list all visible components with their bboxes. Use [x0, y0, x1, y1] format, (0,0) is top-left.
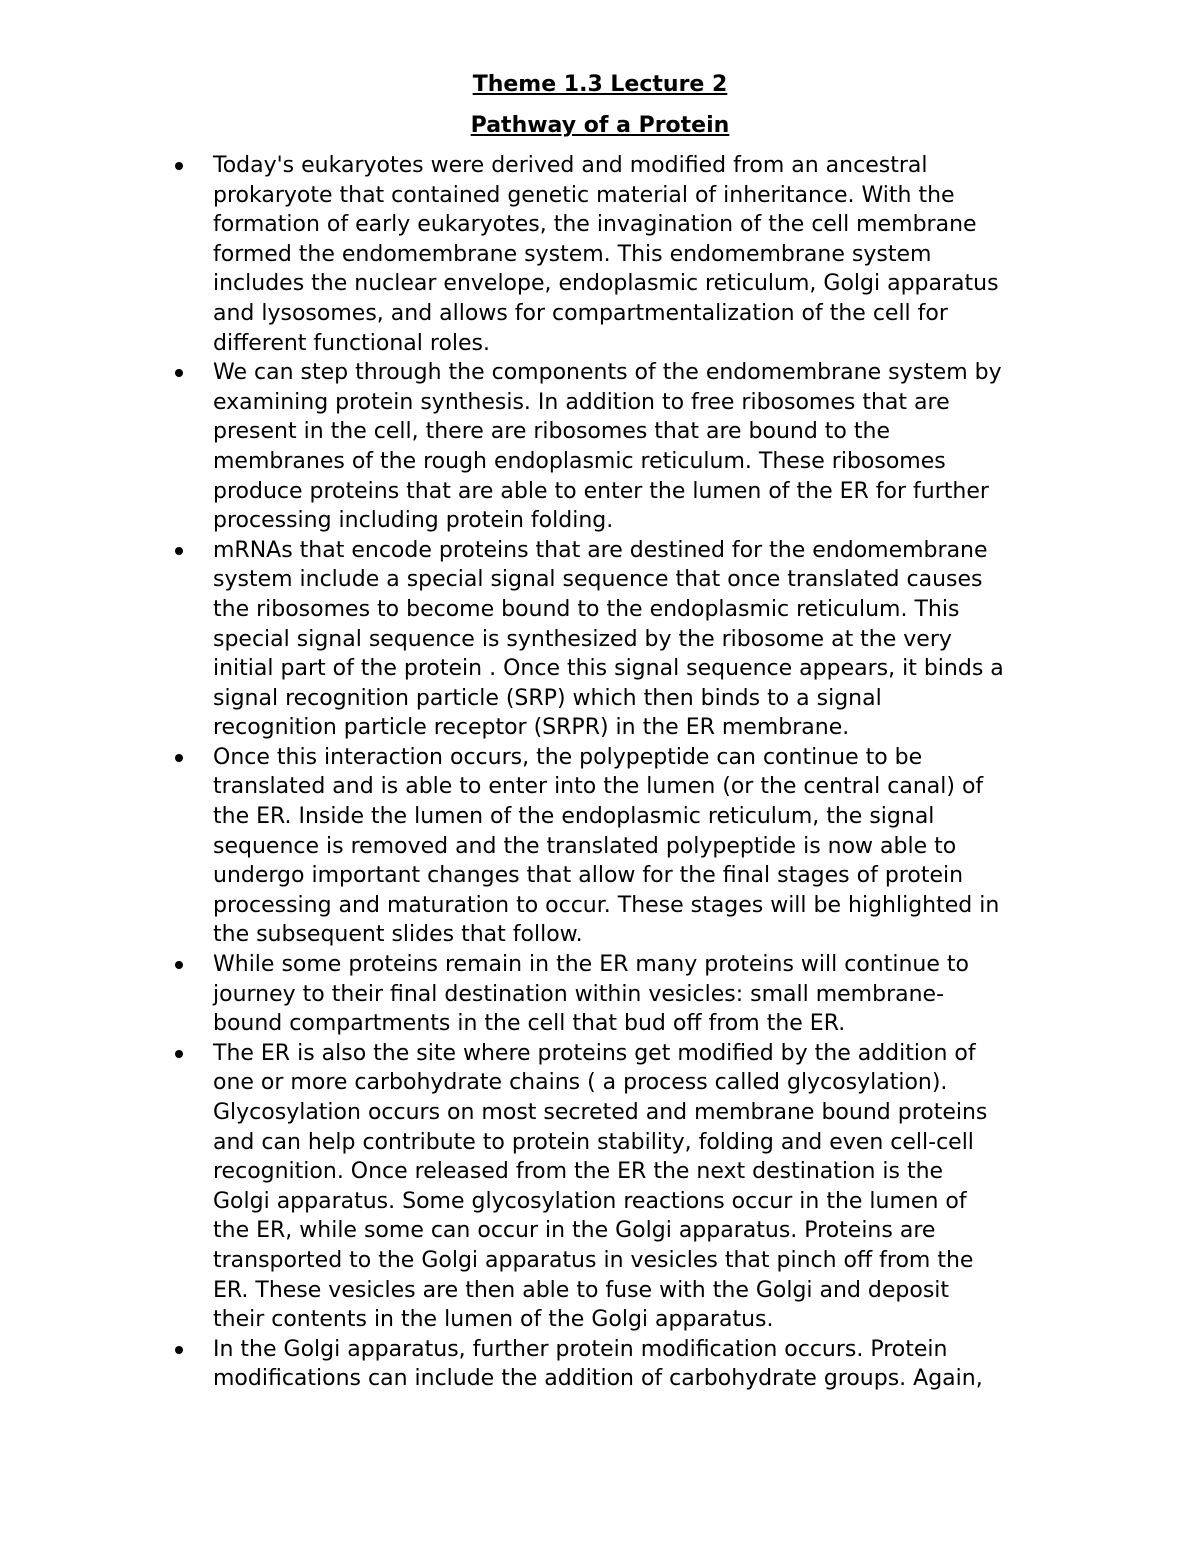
bullet-text-line: While some proteins remain in the ER many proteins will continue to	[213, 952, 969, 978]
bullet-text-line: recognition particle receptor (SRPR) in the ER membrane.	[213, 715, 850, 741]
bullet-text-line: one or more carbohydrate chains ( a process called glycosylation).	[213, 1070, 948, 1096]
bullet-item	[213, 536, 1093, 743]
bullet-text-line: and lysosomes, and allows for compartmentalization of the cell for	[213, 300, 948, 326]
bullet-text-line: their contents in the lumen of the Golgi apparatus.	[213, 1307, 774, 1333]
bullet-dot-icon	[175, 1346, 183, 1354]
bullet-text-line: The ER is also the site where proteins get modified by the addition of	[213, 1040, 976, 1066]
bullet-text-line: system include a special signal sequence that once translated causes	[213, 567, 983, 593]
bullet-text-line: transported to the Golgi apparatus in vesicles that pinch off from the	[213, 1247, 974, 1273]
bullet-text-line: different functional roles.	[213, 330, 491, 356]
bullet-text-line: and can help contribute to protein stability, folding and even cell-cell	[213, 1129, 974, 1155]
bullet-text-line: the ER. Inside the lumen of the endoplasmic reticulum, the signal	[213, 804, 935, 830]
bullet-text-line: modifications can include the addition of carbohydrate groups. Again,	[213, 1366, 983, 1392]
bullet-text-line: sequence is removed and the translated polypeptide is now able to	[213, 833, 957, 859]
bullet-text-line: the ribosomes to become bound to the endoplasmic reticulum. This	[213, 596, 960, 622]
bullet-text-line: prokaryote that contained genetic material of inheritance. With the	[213, 182, 955, 208]
bullet-text-line: journey to their final destination within vesicles: small membrane-	[213, 981, 945, 1007]
bullet-text-line: formation of early eukaryotes, the invagination of the cell membrane	[213, 212, 977, 238]
bullet-dot-icon	[175, 754, 183, 762]
bullet-text-line: examining protein synthesis. In addition to free ribosomes that are	[213, 389, 950, 415]
bullet-text-line: special signal sequence is synthesized by the ribosome at the very	[213, 626, 952, 652]
bullet-text-line: mRNAs that encode proteins that are destined for the endomembrane	[213, 537, 988, 563]
bullet-text-line: the ER, while some can occur in the Golgi apparatus. Proteins are	[213, 1218, 936, 1244]
bullet-text-line: translated and is able to enter into the lumen (or the central canal) of	[213, 774, 984, 800]
bullet-text-line: produce proteins that are able to enter the lumen of the ER for further	[213, 478, 989, 504]
bullet-list	[213, 151, 1093, 1394]
bullet-text-line: Glycosylation occurs on most secreted and membrane bound proteins	[213, 1100, 988, 1125]
bullet-text-line: recognition. Once released from the ER the next destination is the	[213, 1159, 944, 1185]
bullet-text-line: Today's eukaryotes were derived and modified from an ancestral	[213, 153, 928, 178]
bullet-text-line: Once this interaction occurs, the polypeptide can continue to be	[213, 744, 923, 770]
bullet-item	[213, 743, 1093, 950]
bullet-text-line: Golgi apparatus. Some glycosylation reactions occur in the lumen of	[213, 1188, 967, 1214]
bullet-text-line: formed the endomembrane system. This endomembrane system	[213, 241, 932, 267]
bullet-dot-icon	[175, 162, 183, 170]
document-subtitle: Pathway of a Protein	[470, 113, 730, 138]
bullet-text-line: signal recognition particle (SRP) which then binds to a signal	[213, 685, 882, 711]
bullet-text-line: includes the nuclear envelope, endoplasmic reticulum, Golgi apparatus	[213, 271, 999, 297]
bullet-text-line: membranes of the rough endoplasmic reticulum. These ribosomes	[213, 448, 946, 474]
bullet-item	[213, 1335, 1093, 1394]
bullet-text-line: We can step through the components of the endomembrane system by	[213, 360, 1002, 386]
bullet-dot-icon	[175, 547, 183, 555]
bullet-text-line: undergo important changes that allow for the final stages of protein	[213, 863, 964, 889]
document-title: Theme 1.3 Lecture 2	[472, 72, 728, 97]
bullet-dot-icon	[175, 369, 183, 377]
bullet-text-line: ER. These vesicles are then able to fuse with the Golgi and deposit	[213, 1277, 950, 1303]
bullet-dot-icon	[175, 1050, 183, 1058]
bullet-text-line: initial part of the protein . Once this signal sequence appears, it binds a	[213, 656, 1004, 682]
bullet-text-line: bound compartments in the cell that bud off from the ER.	[213, 1011, 846, 1037]
bullet-text-line: processing including protein folding.	[213, 508, 614, 534]
bullet-text-line: In the Golgi apparatus, further protein modification occurs. Protein	[213, 1336, 948, 1362]
bullet-item	[213, 1039, 1093, 1335]
bullet-item	[213, 151, 1093, 358]
bullet-text-line: present in the cell, there are ribosomes that are bound to the	[213, 419, 890, 445]
bullet-item	[213, 358, 1093, 536]
bullet-item	[213, 950, 1093, 1039]
bullet-text-line: processing and maturation to occur. These stages will be highlighted in	[213, 892, 1000, 918]
bullet-text-line: the subsequent slides that follow.	[213, 922, 583, 948]
bullet-dot-icon	[175, 961, 183, 969]
